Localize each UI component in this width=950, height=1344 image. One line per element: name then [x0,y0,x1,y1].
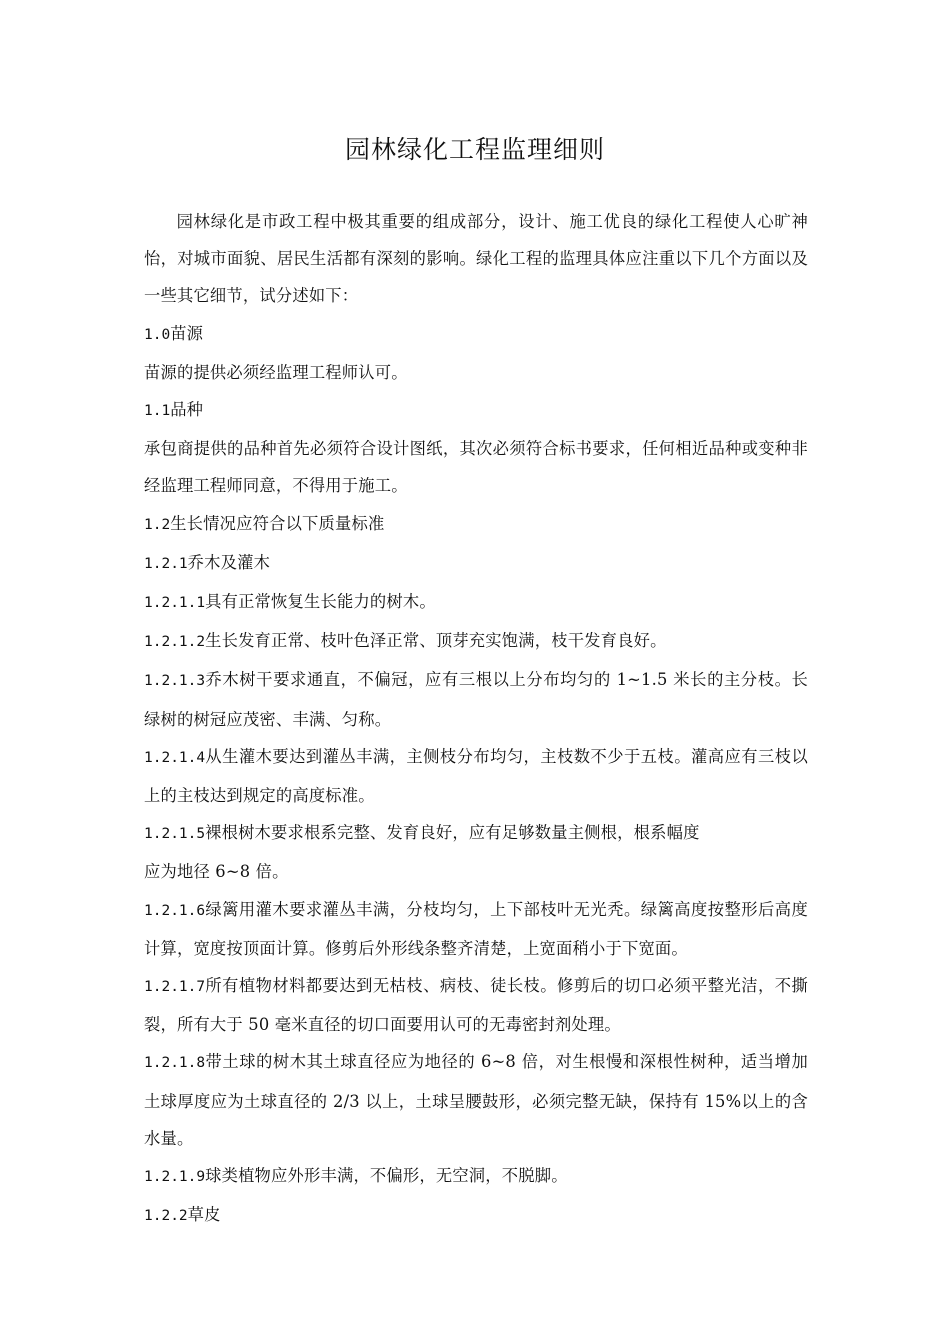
heading-1-2-1 [144,544,808,583]
clause-text: 裸根树木要求根系完整、发育良好，应有足够数量主侧根，根系幅度 [205,823,700,843]
clause-text: 从生灌木要达到灌丛丰满，主侧枝分布均匀，主枝数不少于五枝。灌高应有三枝以上的主枝达到规定的高度标准。 [144,746,808,806]
paragraph-text: 苗源的提供必须经监理工程师认可。 [144,362,408,382]
heading-1-0 [144,315,808,354]
paragraph [144,354,808,391]
clause-1-2-1-1 [144,583,808,622]
clause-1-2-1-5 [144,814,808,853]
clause-number: 1.2.1.5 [144,826,206,843]
clause-1-2-1-9 [144,1157,808,1196]
paragraph-text: 承包商提供的品种首先必须符合设计图纸，其次必须符合标书要求，任何相近品种或变种非经监理工程师同意，不得用于施工。 [144,439,808,496]
heading-1-1 [144,391,808,430]
paragraph-intro [144,203,808,315]
document-title: 园林绿化工程监理细则 [344,135,605,164]
clause-1-2-1-8 [144,1043,808,1157]
clause-number: 1.2.1.2 [144,634,206,651]
document-body [144,203,808,1235]
clause-number: 1.2.1.7 [144,979,206,996]
section-number: 1.2.1 [144,555,188,572]
clause-text: 乔木树干要求通直，不偏冠，应有三根以上分布均匀的 1~1.5 米长的主分枝。长绿树的树冠应茂密、丰满、匀称。 [144,670,808,729]
clause-number: 1.2.1.1 [144,595,206,612]
clause-1-2-1-3 [144,661,808,737]
clause-1-2-1-7 [144,967,808,1043]
clause-text: 生长发育正常、枝叶色泽正常、顶芽充实饱满，枝干发育良好。 [205,631,667,651]
clause-number: 1.2.1.4 [144,749,206,766]
section-heading: 生长情况应符合以下质量标准 [170,513,385,533]
clause-continuation [144,853,808,890]
clause-text: 绿篱用灌木要求灌丛丰满，分枝均匀，上下部枝叶无光秃。绿篱高度按整形后高度计算，宽度按顶面计算。修剪后外形线条整齐清楚，上宽面稍小于下宽面。 [144,899,808,958]
clause-number: 1.2.1.8 [144,1055,206,1072]
section-heading: 品种 [170,400,204,420]
clause-number: 1.2.1.9 [144,1169,206,1186]
section-number: 1.1 [144,403,171,420]
clause-number: 1.2.1.3 [144,673,206,690]
section-number: 1.2 [144,516,171,533]
heading-1-2-2 [144,1196,808,1235]
section-number: 1.0 [144,326,171,343]
clause-text: 球类植物应外形丰满，不偏形，无空洞，不脱脚。 [205,1166,568,1186]
section-heading: 乔木及灌木 [187,552,271,572]
section-heading: 苗源 [170,323,204,343]
heading-1-2 [144,505,808,544]
section-heading: 草皮 [187,1205,221,1225]
clause-1-2-1-6 [144,891,808,967]
clause-text: 带土球的树木其土球直径应为地径的 6~8 倍，对生根慢和深根性树种，适当增加土球厚度应为土球直径的 2/3 以上，土球呈腰鼓形，必须完整无缺，保持有 15%以上的含水量。 [144,1052,808,1148]
clause-1-2-1-4 [144,738,808,814]
clause-number: 1.2.1.6 [144,902,206,919]
paragraph-text: 园林绿化是市政工程中极其重要的组成部分，设计、施工优良的绿化工程使人心旷神怡，对城市面貌、居民生活都有深刻的影响。绿化工程的监理具体应注重以下几个方面以及一些其它细节，试分述如下： [144,212,808,306]
clause-text: 具有正常恢复生长能力的树木。 [205,592,436,612]
paragraph [144,430,808,504]
section-number: 1.2.2 [144,1208,188,1225]
clause-1-2-1-2 [144,622,808,661]
clause-text: 所有植物材料都要达到无枯枝、病枝、徒长枝。修剪后的切口必须平整光洁，不撕裂，所有大于 50 毫米直径的切口面要用认可的无毒密封剂处理。 [144,976,808,1035]
clause-text: 应为地径 6~8 倍。 [144,862,289,882]
